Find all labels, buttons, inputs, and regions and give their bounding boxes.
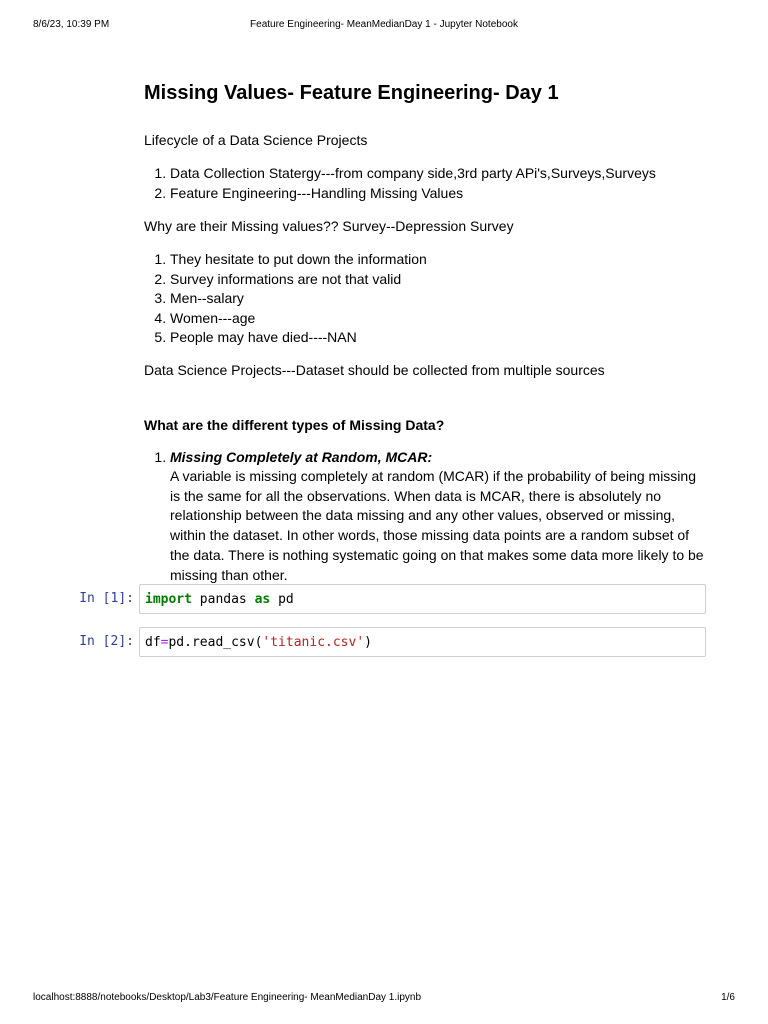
code-keyword: import [145, 592, 192, 607]
list-item: 3. Men--salary [170, 289, 709, 309]
type-description: A variable is missing completely at random (MCAR) if the probability of being missing is the same for all the observations. When data is MCAR, there is absolutely no relationship between the data missing and any other values, observed or missing, within the dataset. In other words, those missing data points are a random subset of the data. There is nothing systematic going on that makes some data more likely to be missing than other. [170, 468, 704, 583]
print-header-title: Feature Engineering- MeanMedianDay 1 - Jupyter Notebook [250, 19, 518, 30]
lifecycle-intro: Lifecycle of a Data Science Projects [144, 132, 368, 148]
why-list [144, 250, 709, 348]
list-item: 1. Data Collection Statergy---from company side,3rd party APi's,Surveys,Surveys [170, 164, 709, 184]
code-text: ) [364, 635, 372, 650]
list-item [170, 448, 709, 586]
code-cell [0, 627, 768, 659]
cell-prompt: In [1]: [79, 591, 134, 606]
code-cell [0, 584, 768, 616]
cell-prompt: In [2]: [79, 634, 134, 649]
print-header-datetime: 8/6/23, 10:39 PM [33, 19, 110, 30]
sources-note: Data Science Projects---Dataset should be collected from multiple sources [144, 361, 605, 378]
print-footer-page: 1/6 [721, 992, 735, 1003]
code-text: df [145, 635, 161, 650]
code-input[interactable] [139, 584, 706, 614]
why-intro: Why are their Missing values?? Survey--Depression Survey [144, 218, 514, 234]
lifecycle-list [144, 164, 709, 203]
print-footer-url: localhost:8888/notebooks/Desktop/Lab3/Feature Engineering- MeanMedianDay 1.ipynb [33, 992, 422, 1003]
list-item: 5. People may have died----NAN [170, 328, 709, 348]
code-input[interactable] [139, 627, 706, 657]
list-item: 1. They hesitate to put down the information [170, 250, 709, 270]
print-header [0, 19, 768, 33]
code-text: pandas [191, 592, 255, 607]
list-item: 2. Survey informations are not that valid [170, 270, 709, 290]
code-keyword: as [254, 592, 271, 607]
code-string: 'titanic.csv' [262, 635, 365, 650]
print-footer [0, 992, 768, 1006]
code-text: pd [270, 592, 294, 607]
code-text: pd.read_csv( [168, 635, 263, 650]
notebook-content [144, 80, 709, 585]
types-heading: What are the different types of Missing Data? [144, 416, 445, 433]
types-list [144, 448, 709, 586]
code-operator: = [160, 635, 169, 650]
list-item: 2. Feature Engineering---Handling Missing Values [170, 184, 709, 204]
type-term: Missing Completely at Random, MCAR: [170, 448, 433, 465]
list-item: 4. Women---age [170, 309, 709, 329]
page-title: Missing Values- Feature Engineering- Day 1 [144, 82, 559, 104]
